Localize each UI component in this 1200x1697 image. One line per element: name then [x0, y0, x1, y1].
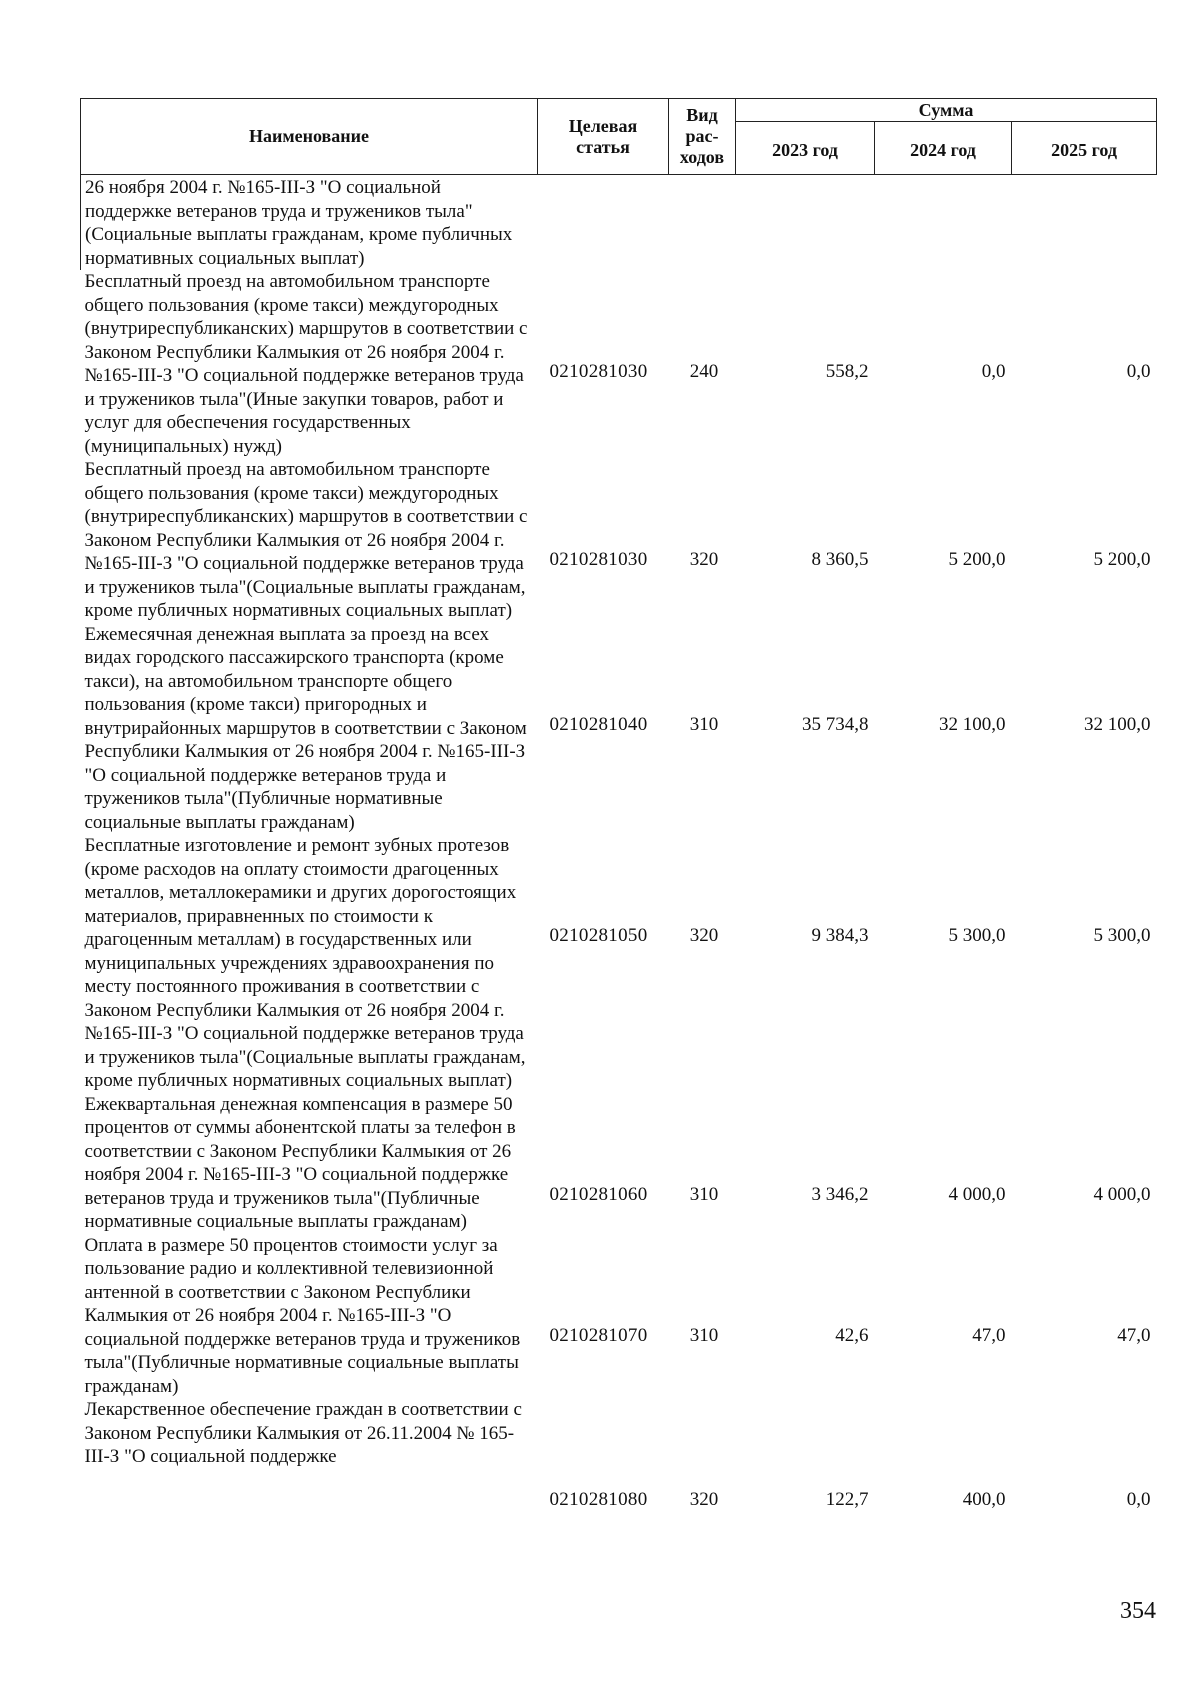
row-sum-2023-cell — [736, 175, 875, 271]
page-number: 354 — [1120, 1598, 1156, 1624]
row-expense-type-cell: 320 — [689, 1489, 719, 1510]
row-sum-2024-cell: 5 300,0 — [948, 925, 1006, 946]
table-row — [81, 175, 1157, 271]
row-name-cell: Бесплатный проезд на автомобильном транспорте общего пользования (кроме такси) междугородных (внутриреспубликанских) маршрутов в соответствии с Законом Республики Калмыкия от 26 ноября 2004 г. №165-III-З "О социальной поддержке ветеранов труда и тружеников тыла"(Иные закупки товаров, работ и услуг для обеспечения государственных (муниципальных) нужд) — [84, 271, 528, 457]
row-sum-2025-cell: 0,0 — [1126, 361, 1151, 382]
row-target-article-cell: 0210281040 — [549, 713, 648, 735]
budget-table — [80, 98, 1157, 1512]
header-year-2024: 2024 год — [875, 122, 1012, 175]
row-sum-2024-cell: 400,0 — [962, 1489, 1006, 1510]
row-expense-type-cell — [669, 175, 736, 271]
row-sum-2025-cell: 32 100,0 — [1084, 713, 1151, 735]
row-name-cell: 26 ноября 2004 г. №165-III-З "О социальной поддержке ветеранов труда и тружеников тыла"(Социальные выплаты гражданам, кроме публичных нормативных социальных выплат) — [81, 175, 538, 271]
header-sum: Сумма — [736, 99, 1157, 122]
row-expense-type-cell: 320 — [689, 549, 719, 570]
header-name: Наименование — [81, 99, 538, 175]
row-sum-2025-cell: 5 300,0 — [1093, 925, 1151, 946]
table-row — [81, 834, 1157, 1093]
row-target-article-cell: 0210281060 — [549, 1183, 648, 1205]
row-name-cell: Оплата в размере 50 процентов стоимости услуг за пользование радио и коллективной телевизионной антенной в соответствии с Законом Республики Калмыкия от 26 ноября 2004 г. №165-III-З "О социальной поддержке ветеранов труда и тружеников тыла"(Публичные нормативные социальные выплаты гражданам) — [84, 1234, 521, 1397]
row-sum-2025-cell: 0,0 — [1126, 1489, 1151, 1510]
row-sum-2023-cell: 35 734,8 — [802, 713, 869, 735]
row-sum-2024-cell — [875, 175, 1012, 271]
table-row — [81, 1093, 1157, 1234]
row-sum-2025-cell — [1012, 175, 1157, 271]
table-header — [81, 99, 1157, 175]
row-sum-2023-cell: 558,2 — [825, 361, 869, 382]
row-sum-2025-cell: 4 000,0 — [1093, 1183, 1151, 1205]
table-row — [81, 458, 1157, 623]
row-expense-type-cell: 310 — [689, 1183, 719, 1205]
row-target-article-cell: 0210281080 — [549, 1489, 648, 1510]
row-target-article-cell: 0210281070 — [549, 1324, 648, 1346]
table-row — [81, 623, 1157, 835]
row-sum-2023-cell: 9 384,3 — [811, 925, 869, 946]
row-sum-2023-cell: 3 346,2 — [811, 1183, 869, 1205]
row-sum-2023-cell: 8 360,5 — [811, 549, 869, 570]
row-target-article-cell — [538, 175, 669, 271]
row-name-cell: Ежемесячная денежная выплата за проезд на всех видах городского пассажирского транспорта (кроме такси), на автомобильном транспорте общего пользования (кроме такси) пригородных и внутрирайонных маршрутов в соответствии с Законом Республики Калмыкия от 26 ноября 2004 г. №165-III-З "О социальной поддержке ветеранов труда и тружеников тыла"(Публичные нормативные социальные выплаты гражданам) — [84, 623, 527, 833]
table-row — [81, 270, 1157, 458]
row-expense-type-cell: 310 — [689, 713, 719, 735]
row-name-cell: Бесплатный проезд на автомобильном транспорте общего пользования (кроме такси) междугородных (внутриреспубликанских) маршрутов в соответствии с Законом Республики Калмыкия от 26 ноября 2004 г. №165-III-З "О социальной поддержке ветеранов труда и тружеников тыла"(Социальные выплаты гражданам, кроме публичных нормативных социальных выплат) — [84, 459, 528, 621]
row-name-cell: Ежеквартальная денежная компенсация в размере 50 процентов от суммы абонентской платы за телефон в соответствии с Законом Республики Калмыкия от 26 ноября 2004 г. №165-III-З "О социальной поддержке ветеранов труда и тружеников тыла"(Публичные нормативные социальные выплаты гражданам) — [84, 1093, 516, 1232]
row-target-article-cell: 0210281030 — [549, 361, 648, 382]
row-sum-2024-cell: 0,0 — [981, 361, 1006, 382]
row-sum-2023-cell: 42,6 — [835, 1324, 869, 1346]
row-name-cell: Лекарственное обеспечение граждан в соответствии с Законом Республики Калмыкия от 26.11.2004 № 165-III-З "О социальной поддержке — [84, 1399, 522, 1467]
row-sum-2024-cell: 4 000,0 — [948, 1183, 1006, 1205]
header-year-2025: 2025 год — [1012, 122, 1157, 175]
row-expense-type-cell: 320 — [689, 925, 719, 946]
row-sum-2024-cell: 32 100,0 — [939, 713, 1006, 735]
row-sum-2025-cell: 5 200,0 — [1093, 549, 1151, 570]
row-target-article-cell: 0210281030 — [549, 549, 648, 570]
table-row — [81, 1234, 1157, 1399]
row-name-cell: Бесплатные изготовление и ремонт зубных протезов (кроме расходов на оплату стоимости драгоценных металлов, металлокерамики и других дорогостоящих материалов, приравненных по стоимости к драгоценным металлам) в государственных или муниципальных учреждениях здравоохранения по месту постоянного проживания в соответствии с Законом Республики Калмыкия от 26 ноября 2004 г. №165-III-З "О социальной поддержке ветеранов труда и тружеников тыла"(Социальные выплаты гражданам, кроме публичных нормативных социальных выплат) — [84, 835, 526, 1091]
table-body — [81, 175, 1157, 1512]
row-expense-type-cell: 240 — [689, 361, 719, 382]
header-year-2023: 2023 год — [736, 122, 875, 175]
row-sum-2024-cell: 5 200,0 — [948, 549, 1006, 570]
header-target-article: Целевая статья — [538, 99, 669, 175]
row-sum-2024-cell: 47,0 — [972, 1324, 1006, 1346]
row-sum-2025-cell: 47,0 — [1117, 1324, 1151, 1346]
table-row — [81, 1398, 1157, 1512]
header-expense-type: Вид рас- ходов — [669, 99, 736, 175]
row-target-article-cell: 0210281050 — [549, 925, 648, 946]
row-sum-2023-cell: 122,7 — [825, 1489, 869, 1510]
row-expense-type-cell: 310 — [689, 1324, 719, 1346]
